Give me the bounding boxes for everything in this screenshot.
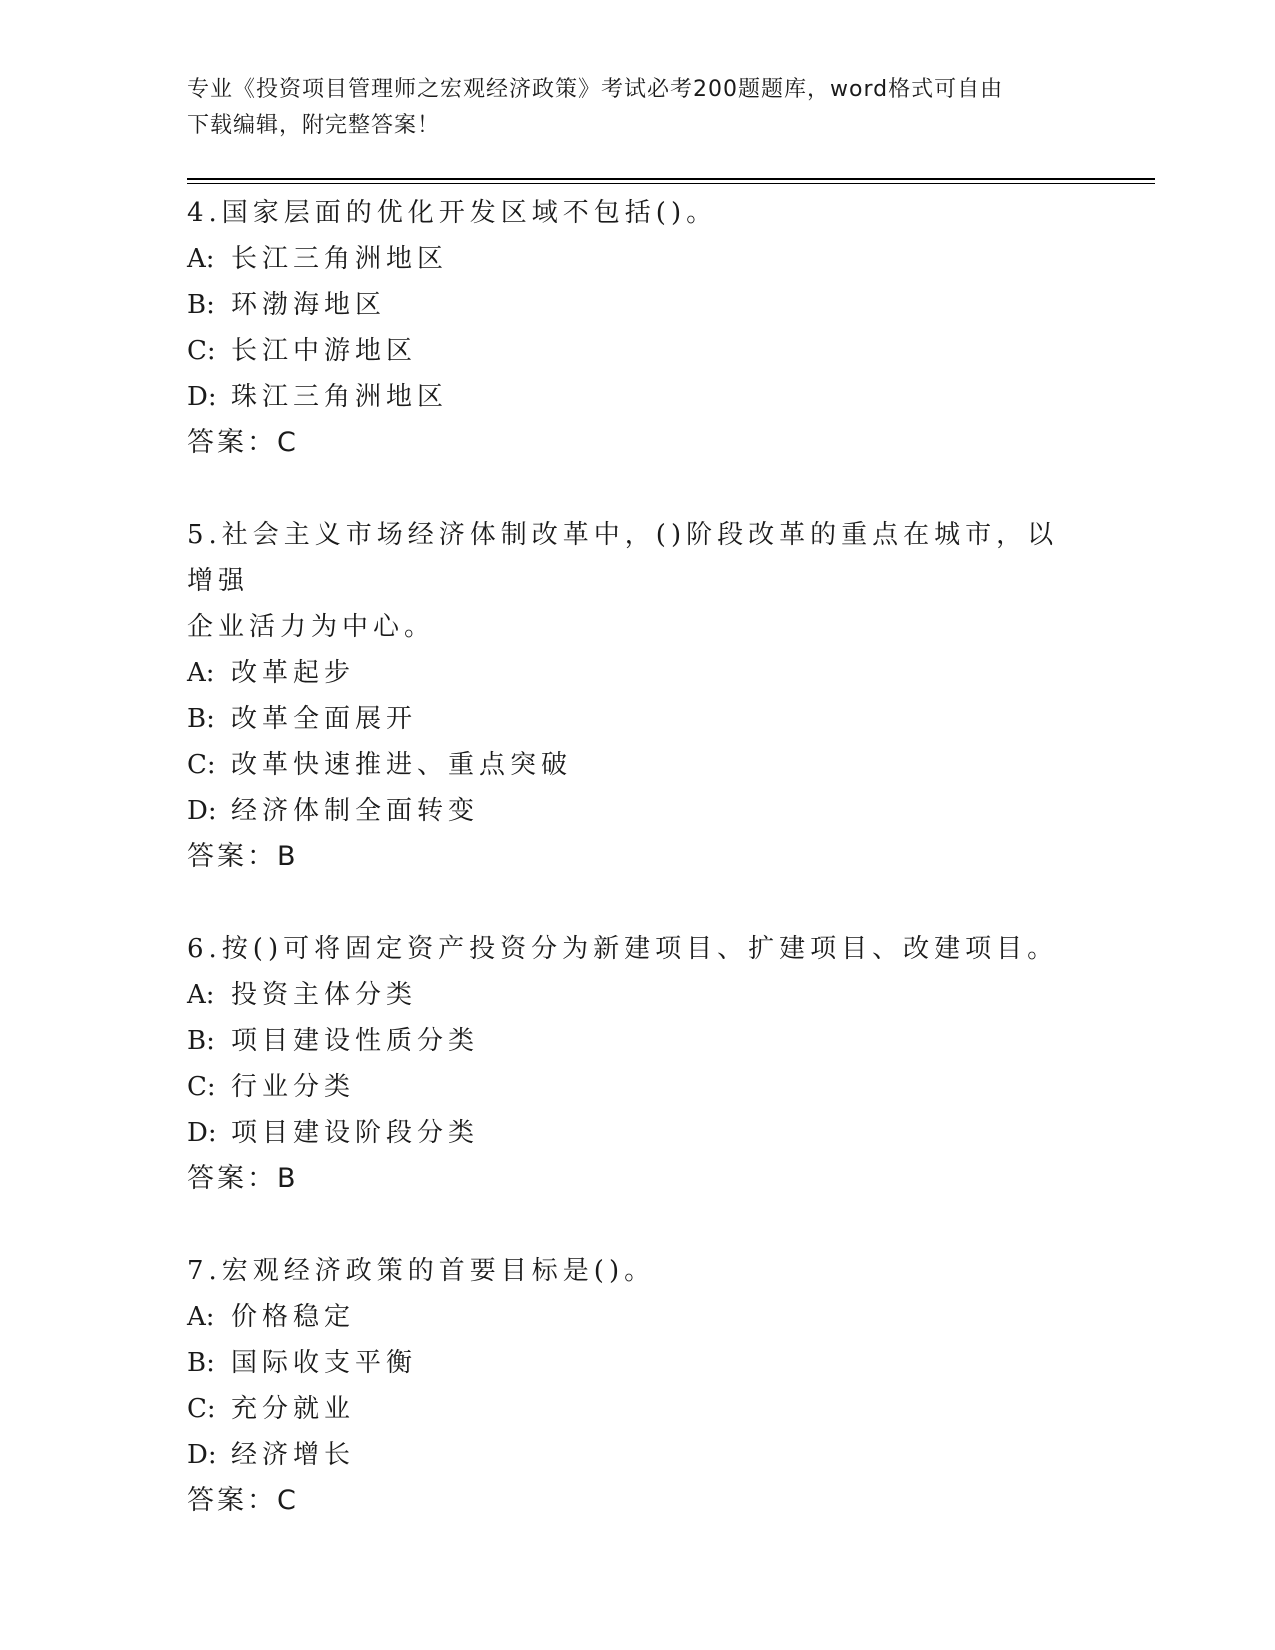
- document-header: [187, 72, 1087, 144]
- question-stem: 6.按()可将固定资产投资分为新建项目、扩建项目、改建项目。: [187, 934, 1059, 964]
- question-stem: 7.宏观经济政策的首要目标是()。: [187, 1256, 656, 1286]
- header-line-1: 专业《投资项目管理师之宏观经济政策》考试必考200题题库，word格式可自由: [187, 77, 1004, 102]
- question-list: [187, 190, 1067, 1570]
- option-a: [187, 236, 1067, 282]
- option-text: 改革全面展开: [231, 704, 418, 734]
- option-text: 改革起步: [231, 658, 356, 688]
- question-6: [187, 926, 1067, 1202]
- option-text: 项目建设性质分类: [231, 1026, 480, 1056]
- option-c: [187, 742, 1067, 788]
- option-b: [187, 1018, 1067, 1064]
- option-letter: B:: [187, 1026, 215, 1056]
- option-text: 国际收支平衡: [231, 1348, 418, 1378]
- option-text: 环渤海地区: [231, 290, 387, 320]
- option-letter: A:: [187, 658, 215, 688]
- option-d: [187, 788, 1067, 834]
- option-a: [187, 650, 1067, 696]
- option-text: 经济体制全面转变: [231, 796, 480, 826]
- option-text: 改革快速推进、重点突破: [231, 750, 573, 780]
- option-letter: A:: [187, 1302, 215, 1332]
- option-b: [187, 1340, 1067, 1386]
- answer-line: 答案：C: [187, 427, 299, 458]
- option-letter: B:: [187, 290, 215, 320]
- question-stem: 5.社会主义市场经济体制改革中，()阶段改革的重点在城市，以增强: [187, 520, 1059, 596]
- option-text: 项目建设阶段分类: [231, 1118, 480, 1148]
- header-divider-thin: [187, 183, 1155, 184]
- answer-line: 答案：B: [187, 841, 299, 872]
- option-b: [187, 696, 1067, 742]
- answer-line: 答案：B: [187, 1163, 299, 1194]
- header-divider-thick: [187, 178, 1155, 180]
- option-a: [187, 972, 1067, 1018]
- question-4: [187, 190, 1067, 466]
- option-text: 价格稳定: [231, 1302, 356, 1332]
- option-text: 行业分类: [231, 1072, 356, 1102]
- option-letter: C:: [187, 750, 216, 780]
- question-7: [187, 1248, 1067, 1524]
- option-letter: D:: [187, 1118, 217, 1148]
- option-letter: B:: [187, 704, 215, 734]
- option-d: [187, 1432, 1067, 1478]
- header-line-2: 下载编辑，附完整答案！: [187, 113, 441, 138]
- option-d: [187, 1110, 1067, 1156]
- option-b: [187, 282, 1067, 328]
- question-stem-continued: 企业活力为中心。: [187, 612, 436, 642]
- option-a: [187, 1294, 1067, 1340]
- option-c: [187, 1064, 1067, 1110]
- option-text: 长江三角洲地区: [231, 244, 449, 274]
- option-letter: D:: [187, 382, 217, 412]
- option-letter: D:: [187, 796, 217, 826]
- option-text: 经济增长: [231, 1440, 356, 1470]
- option-c: [187, 328, 1067, 374]
- option-letter: C:: [187, 1072, 216, 1102]
- option-letter: A:: [187, 980, 215, 1010]
- answer-line: 答案：C: [187, 1485, 299, 1516]
- option-text: 珠江三角洲地区: [231, 382, 449, 412]
- option-text: 充分就业: [231, 1394, 356, 1424]
- option-d: [187, 374, 1067, 420]
- option-text: 长江中游地区: [231, 336, 418, 366]
- option-letter: A:: [187, 244, 215, 274]
- option-text: 投资主体分类: [231, 980, 418, 1010]
- option-letter: D:: [187, 1440, 217, 1470]
- option-letter: C:: [187, 1394, 216, 1424]
- option-letter: C:: [187, 336, 216, 366]
- option-letter: B:: [187, 1348, 215, 1378]
- option-c: [187, 1386, 1067, 1432]
- question-5: [187, 512, 1067, 880]
- question-stem: 4.国家层面的优化开发区域不包括()。: [187, 198, 718, 228]
